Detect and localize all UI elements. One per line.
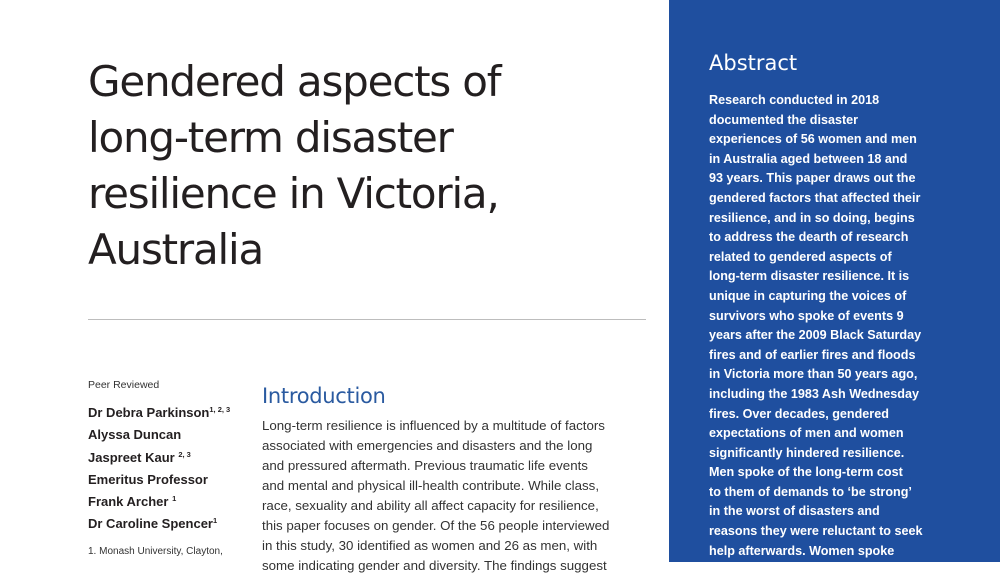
abstract-line: in Australia aged between 18 and (709, 151, 908, 166)
abstract-line: to them of demands to ‘be strong’ (709, 484, 912, 499)
title-line: Gendered aspects of (88, 57, 501, 106)
abstract-line: fires and of earlier fires and floods (709, 347, 916, 362)
body-line: Long-term resilience is influenced by a multitude of factors (262, 418, 605, 433)
author-name-text: Dr Debra Parkinson (88, 405, 210, 420)
body-line: this paper focuses on gender. Of the 56 people interviewed (262, 518, 610, 533)
body-line: and mental and physical ill-health contribute. While class, (262, 478, 600, 493)
abstract-line: years after the 2009 Black Saturday (709, 328, 922, 343)
abstract-line: long-term disaster resilience. It is (709, 269, 910, 284)
author-name (88, 424, 253, 446)
title-line: Australia (88, 225, 263, 274)
author-column (88, 378, 253, 558)
author-name (88, 513, 253, 535)
abstract-line: related to gendered aspects of (709, 249, 892, 264)
author-name (88, 402, 253, 424)
peer-reviewed-label: Peer Reviewed (88, 379, 160, 391)
abstract-line: expectations of men and women (709, 426, 904, 441)
affiliation-note: 1. Monash University, Clayton, (88, 545, 223, 557)
author-affiliation-marker: 1 (172, 494, 177, 504)
abstract-line: Research conducted in 2018 (709, 93, 880, 107)
author-name (88, 491, 253, 513)
author-name-text: Emeritus Professor (88, 471, 208, 487)
title-divider (88, 319, 646, 320)
abstract-line: resilience, and in so doing, begins (709, 210, 915, 225)
abstract-heading: Abstract (709, 51, 798, 75)
author-name-text: Alyssa Duncan (88, 427, 182, 443)
author-name-text: Dr Caroline Spencer (88, 516, 213, 532)
title-line: long-term disaster (88, 113, 453, 162)
abstract-line: survivors who spoke of events 9 (709, 308, 904, 323)
author-name (88, 469, 253, 491)
body-line: associated with emergencies and disasters and the long (262, 438, 593, 453)
abstract-line: in the worst of disasters and (709, 504, 880, 519)
abstract-line: to address the dearth of research (709, 230, 909, 245)
abstract-body (709, 91, 994, 561)
abstract-line: fires. Over decades, gendered (709, 406, 889, 421)
abstract-line: reasons they were reluctant to seek (709, 524, 923, 539)
author-name-text: Frank Archer (88, 494, 169, 510)
paper-title (88, 54, 648, 278)
title-line: resilience in Victoria, (88, 169, 499, 218)
author-name (88, 447, 253, 469)
introduction-heading: Introduction (262, 384, 386, 408)
abstract-line: help afterwards. Women spoke (709, 543, 895, 558)
introduction-body (262, 416, 652, 576)
abstract-panel (669, 0, 1000, 562)
author-affiliation-marker: 1, 2, 3 (209, 405, 231, 414)
abstract-line: including the 1983 Ash Wednesday (709, 386, 919, 401)
author-name-text: Jaspreet Kaur (88, 449, 175, 465)
abstract-line: gendered factors that affected their (709, 190, 921, 205)
abstract-line: Men spoke of the long-term cost (709, 465, 903, 480)
abstract-line: experiences of 56 women and men (709, 132, 917, 147)
abstract-line: significantly hindered resilience. (709, 445, 905, 460)
abstract-line: 93 years. This paper draws out the (709, 171, 916, 186)
body-line: race, sexuality and ability all affect capacity for resilience, (262, 498, 599, 513)
abstract-line: in Victoria more than 50 years ago, (709, 367, 918, 382)
author-affiliation-marker: 1 (213, 516, 218, 526)
body-line: and pressured aftermath. Previous traumatic life events (262, 458, 588, 473)
body-line: some indicating gender and diversity. The findings suggest (262, 558, 607, 573)
body-line: in this study, 30 identified as women and 26 as men, with (262, 538, 598, 553)
abstract-line: documented the disaster (709, 112, 859, 127)
author-affiliation-marker: 2, 3 (178, 449, 191, 459)
abstract-line: unique in capturing the voices of (709, 288, 907, 303)
